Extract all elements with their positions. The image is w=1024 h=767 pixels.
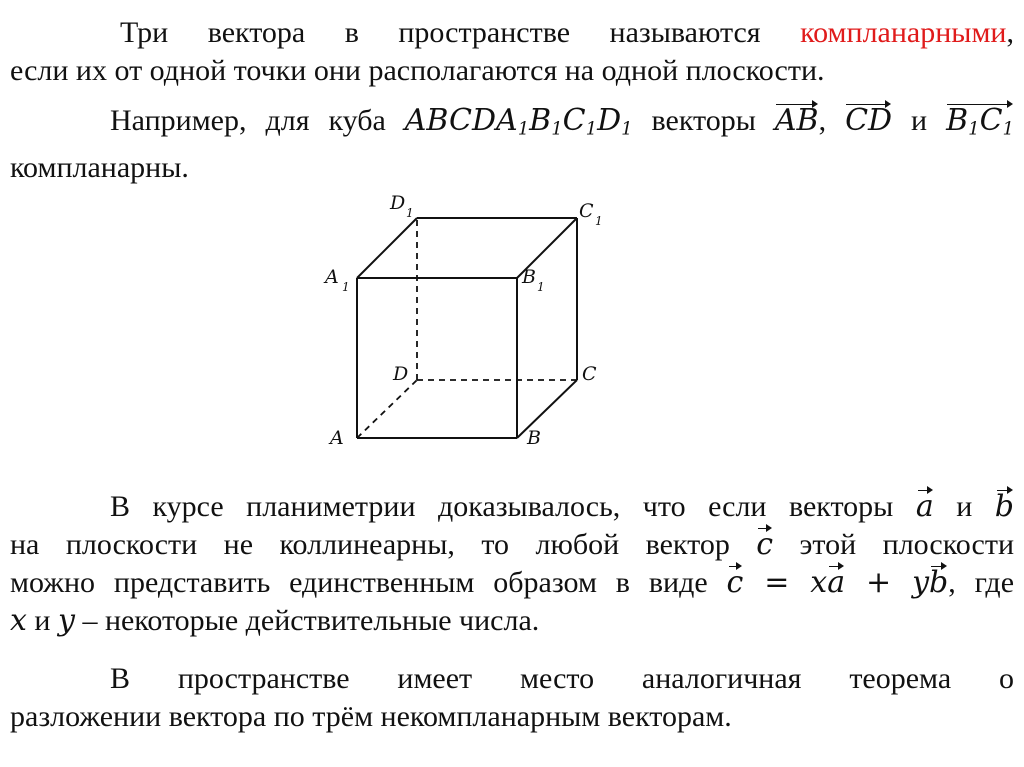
var-x: x — [10, 603, 27, 638]
and-word: и — [892, 104, 947, 137]
example-line-2: компланарны. — [10, 150, 189, 184]
planimetry-text-4: – некоторые действительные числа. — [74, 604, 540, 637]
planimetry-text-2b: этой плоскости — [773, 528, 1015, 561]
vector-ab: AB — [774, 103, 819, 138]
planimetry-line-3 — [10, 564, 1014, 602]
vertex-sub-d1: 1 — [406, 206, 414, 220]
vector-b1c1: $B_1C_1$ — [946, 102, 1014, 149]
planimetry-text-3b: , где — [948, 566, 1015, 599]
vertex-label-b1: B — [522, 266, 536, 288]
definition-line-1 — [10, 14, 1014, 52]
vector-a: a — [915, 489, 934, 524]
planimetry-line-4 — [10, 602, 1014, 640]
vertex-label-c: C — [582, 363, 597, 385]
definition-comma: , — [1006, 16, 1014, 49]
cube-name: $ABCDA_1B_1C_1D_1$ — [404, 103, 633, 140]
definition-text-start: Три вектора в пространстве называются — [120, 16, 801, 49]
vertex-label-a1: A — [325, 266, 339, 288]
vector-cd: CD — [845, 103, 893, 138]
edge-a-d-hidden — [357, 380, 417, 438]
planimetry-text-3a: можно представить единственным образом в виде — [10, 566, 727, 599]
example-lead: Например, для куба — [110, 104, 405, 137]
space-paragraph — [10, 660, 1014, 736]
vertex-sub-b1: 1 — [537, 280, 545, 294]
vertex-label-a: A — [330, 427, 344, 449]
example-paragraph — [10, 102, 1014, 187]
vertex-label-d: D — [393, 363, 409, 385]
vertex-sub-c1: 1 — [595, 214, 603, 228]
planimetry-and-2: и — [26, 604, 58, 637]
definition-line-2: если их от одной точки они располагаются на одной плоскости. — [10, 54, 825, 87]
planimetry-and: и — [933, 490, 995, 523]
planimetry-line-2 — [10, 526, 1014, 564]
vertex-sub-a1: 1 — [342, 280, 350, 294]
planimetry-text-1: В курсе планиметрии доказывалось, что если векторы — [110, 490, 916, 523]
cube-diagram — [320, 185, 620, 455]
vector-c: c — [756, 527, 774, 562]
vertex-label-b: B — [527, 427, 541, 449]
vector-comma: , — [818, 104, 846, 137]
space-line-2: разложении вектора по трём некомпланарным векторам. — [10, 700, 732, 733]
space-line-1: В пространстве имеет место аналогичная теорема о — [110, 662, 1014, 695]
planimetry-text-2a: на плоскости не коллинеарны, то любой вектор — [10, 528, 757, 561]
example-line-1 — [10, 102, 1014, 149]
vertex-label-d1: D — [390, 192, 406, 214]
vertex-label-c1: C — [579, 200, 594, 222]
decomposition-formula: c = xa + yb — [726, 565, 949, 600]
edge-a1-d1 — [357, 218, 417, 278]
planimetry-paragraph — [10, 488, 1014, 640]
planimetry-line-1 — [10, 488, 1014, 526]
definition-paragraph — [10, 14, 1014, 90]
vector-b: b — [994, 489, 1014, 524]
var-y: y — [57, 603, 75, 638]
vectors-word: векторы — [632, 104, 775, 137]
coplanar-term: компланарными — [800, 16, 1007, 49]
edge-b-c — [517, 380, 577, 438]
